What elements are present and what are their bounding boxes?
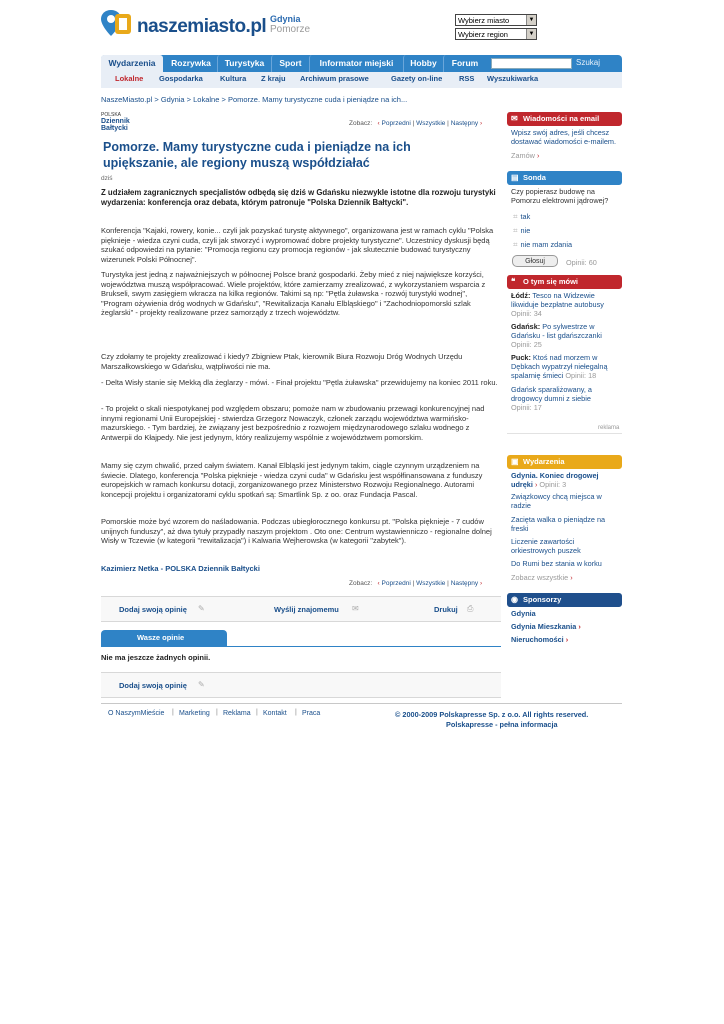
logo-pin-icon bbox=[101, 8, 135, 40]
site-logo[interactable] bbox=[101, 8, 267, 42]
opinions-tab[interactable]: Wasze opinie bbox=[101, 630, 227, 646]
footer-separator: | bbox=[295, 709, 297, 716]
copyright: © 2000-2009 Polskapresse Sp. z o.o. All rights reserved. bbox=[395, 710, 589, 719]
footer-link[interactable]: Marketing bbox=[179, 710, 210, 717]
article-paragraph: Pomorskie może być wzorem do naśladowania. Podczas ubiegłorocznego konkursu pt. "Polska pięknieje - 7 cudów unijnych funduszy", aż dwa tytuły przypadły naszym projektom . Oto one: Centrum wystawienniczo - regionalne dolnej Wisły w Tczewie (w kategorii "rewitalizacja") i Kalwaria Wejherowska (w kategorii "zabytek"). bbox=[101, 517, 492, 546]
no-opinions-text: Nie ma jeszcze żadnych opinii. bbox=[101, 653, 211, 662]
pencil-icon: ✎ bbox=[198, 604, 205, 613]
logo-tld: .pl bbox=[245, 16, 267, 37]
speech-bubble-icon: ❝ bbox=[511, 277, 516, 286]
sponsor-item[interactable] bbox=[511, 635, 619, 644]
tab-informator-miejski[interactable]: Informator miejski bbox=[309, 55, 403, 72]
sponsor-link[interactable]: Gdynia bbox=[511, 609, 536, 618]
chevron-down-icon: ▼ bbox=[526, 15, 536, 25]
arrow-right-icon: › bbox=[536, 151, 540, 160]
trending-opinions: Opinii: 34 bbox=[511, 309, 542, 319]
article-author[interactable]: Kazimierz Netka - POLSKA Dziennik Bałtycki bbox=[101, 564, 260, 573]
search-button[interactable]: Szukaj bbox=[576, 58, 601, 67]
all-link[interactable]: Wszystkie bbox=[416, 580, 446, 587]
subnav-gazety[interactable]: Gazety on-line bbox=[391, 74, 443, 83]
subnav-rss[interactable]: RSS bbox=[459, 74, 475, 83]
radio-icon[interactable]: ⌗ bbox=[513, 240, 518, 249]
email-box-header bbox=[507, 112, 622, 126]
event-link[interactable]: Liczenie zawartości orkiestrowych puszek bbox=[511, 537, 581, 556]
poll-opinions: Opinii: 60 bbox=[566, 258, 597, 267]
email-box-title: Wiadomości na email bbox=[523, 114, 600, 123]
events-top-opinions: Opinii: 3 bbox=[539, 480, 567, 490]
article-paragraph: Konferencja "Kajaki, rowery, konie... czyli jak pozyskać turystę aktywnego", organizowana jest w ramach cyklu "Polska pięknieje - wiedza czyni cuda, czyli jak stworzyć i wypromować dobre projekty turystyczne". Uczestnicy dyskusji będą szukać odpowiedzi na pytanie: "Promocja regionu czy promocja regionów - jak skutecznie budować turystyczny wizerunek Polski Północnej". bbox=[101, 226, 494, 264]
prev-link[interactable]: Poprzedni bbox=[381, 120, 411, 127]
arrow-right-icon: › bbox=[565, 635, 569, 644]
source-logo-main: Dziennik bbox=[101, 118, 130, 125]
footer-link[interactable]: Reklama bbox=[223, 710, 251, 717]
sponsor-link[interactable]: Nieruchomości bbox=[511, 635, 564, 644]
footer-separator: | bbox=[256, 709, 258, 716]
poll-option[interactable] bbox=[513, 226, 530, 236]
trending-opinions: Opinii: 17 bbox=[511, 403, 542, 413]
sidebar-divider bbox=[507, 433, 622, 434]
tab-turystyka[interactable]: Turystyka bbox=[217, 55, 271, 72]
article-paragraph: - Delta Wisły stanie się Mekką dla żeglarzy - mówi. - Finał projektu "Pętla żuławska" przewidujemy na koniec 2011 roku. bbox=[101, 378, 498, 387]
arrow-right-icon: › bbox=[570, 573, 573, 582]
sponsors-header bbox=[507, 593, 622, 607]
sponsor-item[interactable] bbox=[511, 622, 619, 631]
footer-divider bbox=[101, 703, 622, 704]
subnav-archiwum[interactable]: Archiwum prasowe bbox=[300, 74, 369, 83]
chart-icon: ▤ bbox=[511, 173, 519, 182]
events-all[interactable] bbox=[511, 573, 619, 582]
events-all-link[interactable]: Zobacz wszystkie bbox=[511, 573, 569, 582]
article-paragraph: - To projekt o skali niespotykanej pod względem obszaru; pomoże nam w zbudowaniu przewagi konkurencyjnej nad innymi regionami Unii Europejskiej - stwierdza Grzegorz Nowaczyk, członek zarządu województwa warmińsko-mazurskiego. - Tym bardziej, że związany jest bezpośrednio z rozwojem międzynarodowego szlaku wodnego z Antwerpii do Kłajpedy. Nie jest jedynym, który realizujemy wspólnie z województwem pomorskim. bbox=[101, 404, 485, 442]
city-select[interactable] bbox=[455, 14, 537, 26]
calendar-icon: ▣ bbox=[511, 457, 519, 466]
add-opinion-button[interactable]: Dodaj swoją opinię bbox=[119, 605, 187, 614]
print-button[interactable]: Drukuj bbox=[434, 605, 458, 614]
email-box-text: Wpisz swój adres, jeśli chcesz dostawać wiadomości e-mailem. bbox=[511, 128, 617, 147]
next-link[interactable]: Następny bbox=[450, 120, 479, 127]
radio-icon[interactable]: ⌗ bbox=[513, 226, 518, 235]
add-opinion-button[interactable]: Dodaj swoją opinię bbox=[119, 681, 187, 690]
chevron-down-icon: ▼ bbox=[526, 29, 536, 39]
article-nav-bottom: Zobacz: ‹ Poprzedni | Wszystkie | Następny › bbox=[349, 580, 483, 587]
city-select-value: Wybierz miasto bbox=[458, 16, 510, 25]
email-subscribe[interactable] bbox=[511, 151, 619, 160]
trending-header bbox=[507, 275, 622, 289]
region-select[interactable] bbox=[455, 28, 537, 40]
trending-link[interactable]: Gdańsk sparaliżowany, a drogowcy dumni z siebie bbox=[511, 385, 592, 404]
arrow-right-icon: › bbox=[534, 480, 538, 490]
footer-link[interactable]: Praca bbox=[302, 710, 321, 717]
poll-question: Czy popierasz budowę na Pomorzu elektrowni jądrowej? bbox=[511, 187, 609, 206]
article-nav-label: Zobacz: bbox=[349, 580, 373, 587]
search-input[interactable] bbox=[491, 58, 572, 69]
envelope-icon: ✉ bbox=[352, 604, 359, 613]
trending-opinions: Opinii: 25 bbox=[511, 340, 542, 350]
subnav-lokalne[interactable]: Lokalne bbox=[115, 74, 144, 83]
arrow-left-icon: ‹ bbox=[373, 580, 380, 587]
article-paragraph: Mamy się czym chwalić, przed całym światem. Kanał Elbląski jest jedynym takim, ciągle czynnym urządzeniem na świecie. Dlatego, konferencja "Polska pięknieje - wiedza czyni cuda" w Gdańsku jest współfinansowana z funduszy europejskich w ramach konkursu dotacji, zorganizowanego przez Ministerstwo Rozwoju Regionalnego. Autorami koncepcji projektu i organizatorami cyklu spotkań są: Smartlink Sp. z oo. oraz Fundacja Pascal. bbox=[101, 461, 483, 499]
poll-option[interactable] bbox=[513, 212, 530, 222]
trending-item[interactable] bbox=[511, 353, 619, 381]
trending-title: O tym się mówi bbox=[523, 277, 579, 286]
source-logo-top: POLSKA bbox=[101, 112, 122, 118]
trending-city: Gdańsk: bbox=[511, 322, 541, 331]
source-logo-sub: Bałtycki bbox=[101, 125, 128, 132]
next-link[interactable]: Następny bbox=[450, 580, 479, 587]
arrow-right-icon: › bbox=[479, 580, 483, 587]
footer-info-link[interactable]: Polskapresse - pełna informacja bbox=[446, 720, 558, 729]
trending-item[interactable] bbox=[511, 385, 619, 413]
radio-icon[interactable]: ⌗ bbox=[513, 212, 518, 221]
event-link[interactable]: Związkowcy chcą miejsca w radzie bbox=[511, 492, 602, 511]
trending-link[interactable]: Ktoś nad morzem w Dębkach wypatrzył niełegalną spalarnię śmieci bbox=[511, 353, 608, 381]
sponsors-title: Sponsorzy bbox=[523, 595, 562, 604]
poll-option[interactable] bbox=[513, 240, 572, 250]
source-logo bbox=[101, 112, 147, 134]
article-date: dziś bbox=[101, 175, 113, 182]
trending-item[interactable] bbox=[511, 291, 619, 319]
article-paragraph: Turystyka jest jedną z najważniejszych w północnej Polsce branż gospodarki. Żeby mieć z niej największe korzyści, województwa muszą współpracować. Wiele projektów, które zamierzamy zrealizować, z wykorzystaniem wsparcia z Brukseli, swym zasięgiem wkracza na kilka regionów. Takimi są np: "Pętla żuławska - rozwój turystyki wodnej", "Program ożywienia dróg wodnych w Gdańsku", "Rewitalizacja Kanału Elbląskiego" i "Zachodniopomorski szlak żeglarski" - projekty realizowane przez samorządy z trzech województw. bbox=[101, 270, 486, 318]
email-subscribe-link[interactable]: Zamów bbox=[511, 151, 535, 160]
vote-button[interactable]: Głosuj bbox=[512, 255, 558, 267]
globe-icon: ◉ bbox=[511, 595, 518, 604]
envelope-icon: ✉ bbox=[511, 114, 518, 123]
sponsor-link[interactable]: Gdynia Mieszkania bbox=[511, 622, 577, 631]
events-header bbox=[507, 455, 622, 469]
article-lead: Z udziałem zagranicznych specjalistów odbędą się dziś w Gdańsku niezwykle istotne dla rozwoju turystyki wydarzenia: konferencja oraz debata, którym patronuje "Polska Dziennik Bałtycki". bbox=[101, 188, 496, 207]
events-top-link[interactable]: Gdynia. Koniec drogowej udręki bbox=[511, 471, 599, 490]
ad-label: reklama bbox=[598, 425, 620, 431]
trending-item[interactable] bbox=[511, 322, 619, 350]
arrow-right-icon: › bbox=[578, 622, 581, 631]
printer-icon: ⎙ bbox=[467, 604, 474, 613]
subnav-wyszukiwarka[interactable]: Wyszukiwarka bbox=[487, 74, 539, 83]
poll-header bbox=[507, 171, 622, 185]
subnav-kultura[interactable]: Kultura bbox=[220, 74, 247, 83]
tab-rozrywka[interactable]: Rozrywka bbox=[171, 58, 211, 68]
trending-city: Łódź: bbox=[511, 291, 531, 300]
trending-city: Puck: bbox=[511, 353, 531, 362]
trending-link[interactable]: Tesco na Widzewie likwiduje bezpłatne autobusy bbox=[511, 291, 604, 310]
trending-link[interactable]: Po sylwestrze w Gdańsku - list gdańszczanki bbox=[511, 322, 602, 341]
poll-title: Sonda bbox=[523, 173, 546, 182]
poll-option-label: nie bbox=[520, 226, 531, 235]
subnav-z-kraju[interactable]: Z kraju bbox=[261, 74, 286, 83]
events-top-item[interactable] bbox=[511, 471, 619, 489]
sub-nav bbox=[101, 72, 622, 88]
event-link[interactable]: Do Rumi bez stania w korku bbox=[511, 559, 602, 568]
opinions-divider bbox=[101, 646, 501, 647]
event-link[interactable]: Zacięta walka o pieniądze na freski bbox=[511, 515, 606, 534]
events-title: Wydarzenia bbox=[523, 457, 565, 466]
opinion-actions bbox=[101, 672, 501, 698]
trending-opinions: Opinii: 18 bbox=[565, 371, 597, 381]
footer-separator: | bbox=[172, 709, 174, 716]
article-nav-label: Zobacz: bbox=[349, 120, 373, 127]
tab-forum[interactable]: Forum bbox=[443, 55, 486, 72]
all-link[interactable]: Wszystkie bbox=[416, 120, 446, 127]
send-friend-button[interactable]: Wyślij znajomemu bbox=[274, 605, 339, 614]
tab-sport[interactable]: Sport bbox=[271, 55, 309, 72]
tab-hobby[interactable]: Hobby bbox=[403, 55, 443, 72]
footer-separator: | bbox=[216, 709, 218, 716]
footer-link[interactable]: Kontakt bbox=[263, 710, 287, 717]
sponsor-item[interactable] bbox=[511, 609, 619, 618]
article-actions bbox=[101, 596, 501, 622]
tab-wydarzenia[interactable]: Wydarzenia bbox=[101, 55, 163, 72]
pencil-icon: ✎ bbox=[198, 680, 205, 689]
region-select-value: Wybierz region bbox=[458, 30, 508, 39]
prev-link[interactable]: Poprzedni bbox=[381, 580, 411, 587]
breadcrumb[interactable]: NaszeMiasto.pl > Gdynia > Lokalne > Pomorze. Mamy turystyczne cuda i pieniądze na ich... bbox=[101, 95, 408, 104]
logo-name: naszemiasto bbox=[137, 16, 246, 37]
poll-option-label: tak bbox=[520, 212, 531, 221]
article-title: Pomorze. Mamy turystyczne cuda i pieniądze na ich upiększanie, ale regiony muszą współdziałać bbox=[103, 140, 411, 170]
arrow-left-icon: ‹ bbox=[373, 120, 380, 127]
article-paragraph: Czy zdołamy te projekty zrealizować i kiedy? Zbigniew Ptak, kierownik Biura Rozwoju Dróg Wodnych Urzędu Marszałkowskiego w Gdańsku, wątpliwości nie ma. bbox=[101, 352, 463, 371]
poll-option-label: nie mam zdania bbox=[520, 240, 573, 249]
current-city[interactable]: Gdynia bbox=[270, 14, 301, 24]
current-region: Pomorze bbox=[270, 24, 311, 35]
arrow-right-icon: › bbox=[479, 120, 483, 127]
subnav-gospodarka[interactable]: Gospodarka bbox=[159, 74, 203, 83]
footer-link[interactable]: O NaszymMieście bbox=[108, 710, 165, 717]
article-nav-top: Zobacz: ‹ Poprzedni | Wszystkie | Następny › bbox=[349, 120, 483, 127]
